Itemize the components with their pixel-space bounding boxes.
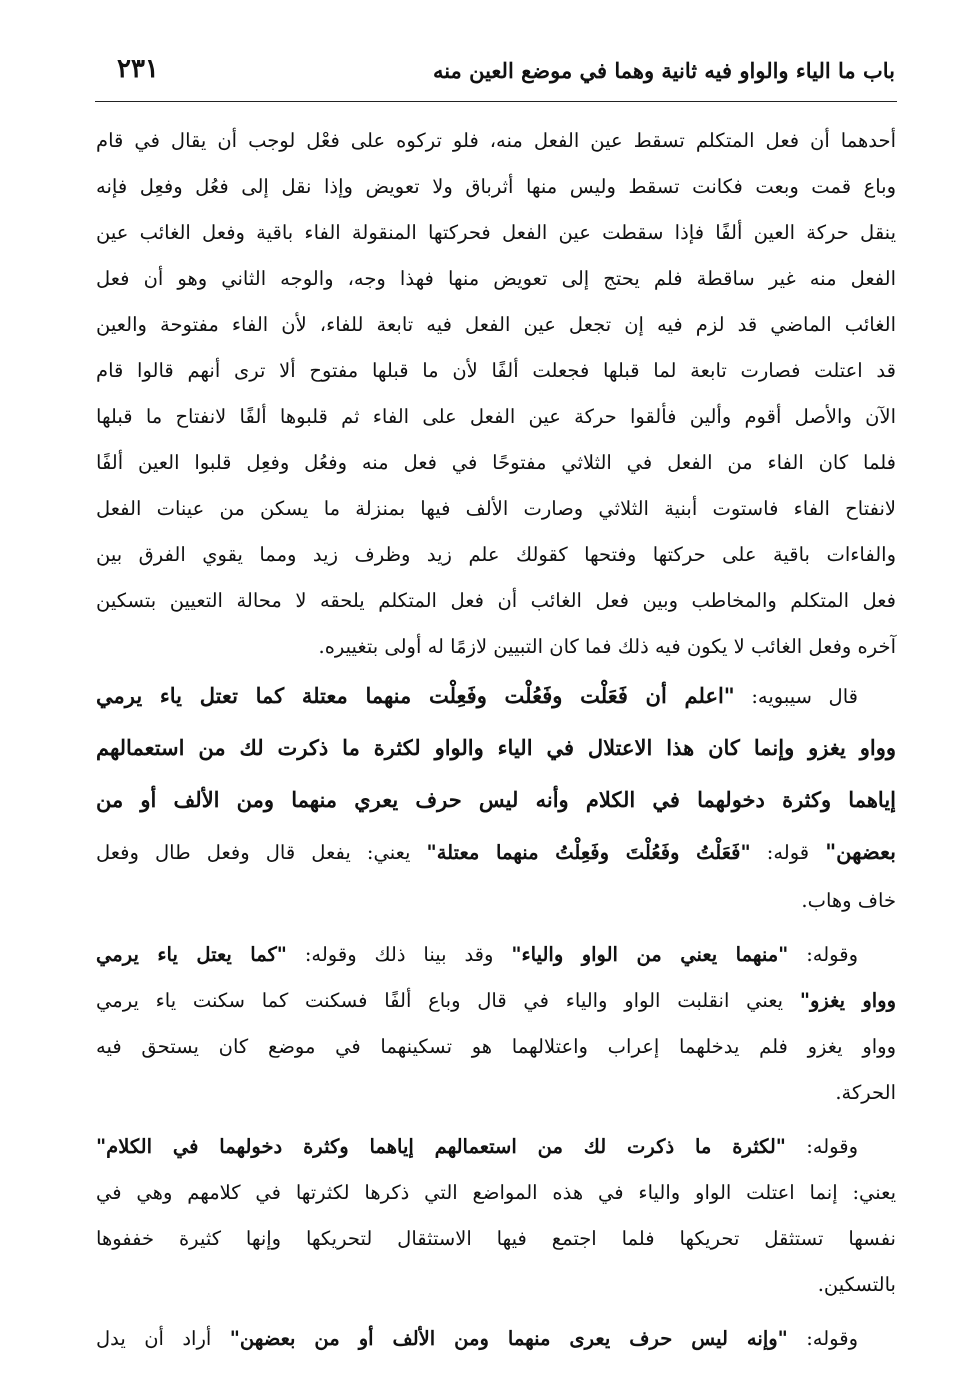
text-line: وواو يغزو فلم يدخلهما إعراب واعتلالهما هو تسكينهما في موضع كان يستحق فيه (96, 1035, 896, 1058)
text-line: الغائب الماضي قد لزم فيه إن تجعل عين الفعل فيه تابعة للفاء، لأن الفاء مفتوحة والعين (96, 313, 896, 336)
text-line: قد اعتلت فصارت تابعة لما قبلها فجعلت ألفًا لأن ما قبلها مفتوح ألا ترى أنهم قالوا قام (96, 359, 896, 382)
text-line: بالتسكين. (817, 1273, 896, 1296)
quoted-phrase: "كما يعتل ياء يرمي (96, 943, 287, 966)
header-divider (95, 101, 897, 102)
paragraph-4 (96, 1124, 896, 1308)
paragraph-2 (96, 670, 896, 924)
text-line: الآن والأصل أقوم وألين فألقوا حركة عين الفعل على الفاء ثم قلبوها ألفًا لانفتاح ما قبلها (96, 405, 896, 428)
text-line: يعني: إنما اعتلت الواو والياء في هذه المواضع التي ذكرها لكثرتها في كلامهم وهي في (96, 1181, 896, 1204)
text-line (96, 978, 896, 1024)
commentary: أراد أن يدل (96, 1327, 230, 1350)
quote-intro: وقوله: (788, 943, 858, 966)
text-line: وباع قمت وبعت فكانت تسقط وليس منها أثرباق ولا تعويض وإذا نقل إلى فعُل وفعِل فإنه (96, 175, 896, 198)
text-line: أحدهما أن فعل المتكلم تسقط عين الفعل منه، فلو تركوه على فعْل لوجب أن يقال في قام (96, 129, 896, 152)
paragraph-3 (96, 932, 896, 1116)
quoted-phrase: وواو يغزو" (799, 989, 896, 1012)
sibawayh-quote-line: إياهما وكثرة دخولهما في الكلام وأنه ليس حرف يعري منهما ومن الألف أو من (96, 787, 896, 812)
text-line: الحركة. (835, 1081, 896, 1104)
page-header (95, 52, 895, 100)
text-line (96, 932, 896, 978)
sibawayh-quote: "اعلم أن فَعَلْت وفَعُلْت وفَعِلْت منهما معتلة كما تعتل ياء يرمي (96, 683, 735, 708)
text-line: فلما كان الفاء من الفعل في الثلاثي مفتوحًا في فعل منه وفعُل وفعِل قلبوا العين ألفًا (96, 451, 896, 474)
text-line (96, 826, 896, 878)
quote-intro: وقوله: (785, 1135, 858, 1158)
text-line (96, 670, 896, 722)
paragraph-1 (96, 118, 896, 670)
text-line: الفعل منه غير ساقطة فلم يحتج إلى تعويض منها فهذا وجه، والوجه الثاني وهو أن فعل (96, 267, 896, 290)
quoted-phrase: "فَعَلْتُ وفَعُلْتَ وفَعِلْتُ منهما معتلة" (426, 841, 751, 864)
sibawayh-quote-end: بعضهن" (825, 839, 897, 864)
page-number: ٢٣١ (117, 54, 159, 84)
paragraph-5 (96, 1316, 896, 1362)
text-line: آخره وفعل الغائب لا يكون فيه ذلك فما كان التبيين لازمًا له أولى بتغييره. (318, 635, 896, 658)
quoted-phrase: "لكثرة ما ذكرت لك من استعمالهم إياهما وكثرة دخولهما في الكلام" (96, 1135, 786, 1158)
commentary: وقد بينا ذلك وقوله: (286, 943, 512, 966)
quoted-phrase: "منهما يعني من الواو والياء" (511, 943, 789, 966)
sibawayh-quote-line: وواو يغزو وإنما كان هذا الاعتلال في الياء والواو لكثرة ما ذكرت لك من استعمالهم (96, 735, 896, 760)
commentary: يعني: يفعل قال وفعل طال وفعل (96, 841, 427, 864)
body-text (96, 118, 896, 1362)
quote-intro: قوله: (750, 841, 826, 864)
text-line (96, 1316, 896, 1362)
quoted-phrase: "وإنه ليس حرف يعرى منهما ومن الألف أو من بعضهن" (229, 1327, 788, 1350)
text-line: نفسها تستثقل تحريكها فلما اجتمع فيها الاستثقال لتحريكها وإنها كثيرة خففوها (96, 1227, 896, 1250)
text-line: فعل المتكلم والمخاطب وبين فعل الغائب أن فعل المتكلم يلحقه لا محالة التعيين بتسكين (96, 589, 896, 612)
text-line: لانفتاح الفاء فاستوت أبنية الثلاثي وصارت الألف فيها بمنزلة ما يسكن من عينات الفعل (96, 497, 896, 520)
commentary: يعني انقلبت الواو والياء في قال وباع ألفًا فسكنت كما سكنت ياء يرمي (96, 989, 800, 1012)
quote-intro: قال سيبويه: (734, 685, 858, 708)
text-line: ينقل حركة العين ألفًا فإذا سقطت عين الفعل فحركتها المنقولة الفاء باقية وفعل الغائب عين (96, 221, 896, 244)
quote-intro: وقوله: (787, 1327, 858, 1350)
text-line: خاف وهاب. (801, 889, 896, 912)
text-line (96, 1124, 896, 1170)
text-line: والفاءات باقية على حركتها وفتحها كقولك علم زيد وظرف زيد ومما يقوي الفرق بين (96, 543, 896, 566)
running-title: باب ما الياء والواو فيه ثانية وهما في موضع العين منه (432, 58, 895, 83)
